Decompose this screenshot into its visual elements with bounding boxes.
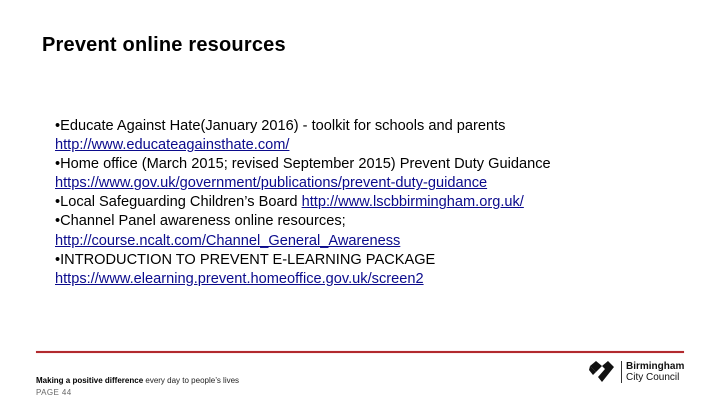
resource-link[interactable]: http://www.lscbbirmingham.org.uk/ xyxy=(301,194,524,211)
resource-link[interactable]: https://www.elearning.prevent.homeoffice.gov.uk/screen2 xyxy=(55,270,424,287)
resource-link[interactable]: http://www.educateagainsthate.com/ xyxy=(55,137,290,154)
resource-item-text: •INTRODUCTION TO PREVENT E-LEARNING PACKAGE xyxy=(55,251,436,268)
resource-link[interactable]: https://www.gov.uk/government/publications/prevent-duty-guidance xyxy=(55,175,488,192)
slide-title: Prevent online resources xyxy=(42,34,286,56)
heart-icon xyxy=(589,361,615,383)
resource-link[interactable]: http://course.ncalt.com/Channel_General_Awareness xyxy=(55,232,401,249)
logo-line-2: City Council xyxy=(626,372,680,383)
page-number: PAGE 44 xyxy=(36,388,72,397)
footer-tagline xyxy=(36,376,239,385)
resource-item-text: •Educate Against Hate(January 2016) - toolkit for schools and parents xyxy=(55,118,506,134)
resource-item-text: •Local Safeguarding Children’s Board xyxy=(55,194,302,211)
logo-line-1: Birmingham xyxy=(626,361,685,372)
footer-divider xyxy=(36,351,684,353)
resource-item xyxy=(55,193,695,212)
resource-list xyxy=(55,117,695,289)
logo-separator xyxy=(621,361,622,383)
logo-text xyxy=(626,361,684,383)
tagline-rest: every day to people’s lives xyxy=(143,376,240,385)
resource-item-text: •Home office (March 2015; revised September 2015) Prevent Duty Guidance xyxy=(55,156,551,173)
resource-item-text: •Channel Panel awareness online resources; xyxy=(55,213,346,230)
birmingham-city-council-logo xyxy=(589,361,684,383)
tagline-bold: Making a positive difference xyxy=(36,376,144,385)
